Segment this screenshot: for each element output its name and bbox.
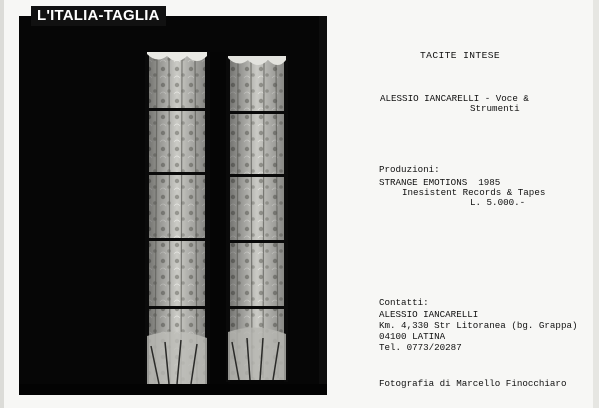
contact-phone: Tel. 0773/20287 [379, 342, 462, 353]
publisher-line: Inesistent Records & Tapes [402, 187, 546, 198]
header-stamp: L'ITALIA-TAGLIA [31, 6, 166, 26]
contact-name: ALESSIO IANCARELLI [379, 309, 479, 320]
page-edge-left [0, 0, 4, 408]
contact-street: Km. 4,330 Str Litoranea (bg. Grappa) [379, 320, 578, 331]
price-line: L. 5.000.- [470, 197, 526, 208]
page-edge-right [593, 0, 599, 408]
artist-role: Strumenti [470, 103, 520, 114]
production-heading: Produzioni: [379, 164, 440, 175]
window-curtain-illustration [19, 16, 327, 395]
artist-credit: ALESSIO IANCARELLI - Voce & [380, 93, 529, 104]
contact-city: 04100 LATINA [379, 331, 446, 342]
contacts-heading: Contatti: [379, 297, 429, 308]
photo-credit: Fotografia di Marcello Finocchiaro [379, 378, 567, 389]
window-curtain-photo [19, 16, 327, 395]
label-line: STRANGE EMOTIONS 1985 [379, 177, 501, 188]
album-title: TACITE INTESE [420, 50, 501, 61]
